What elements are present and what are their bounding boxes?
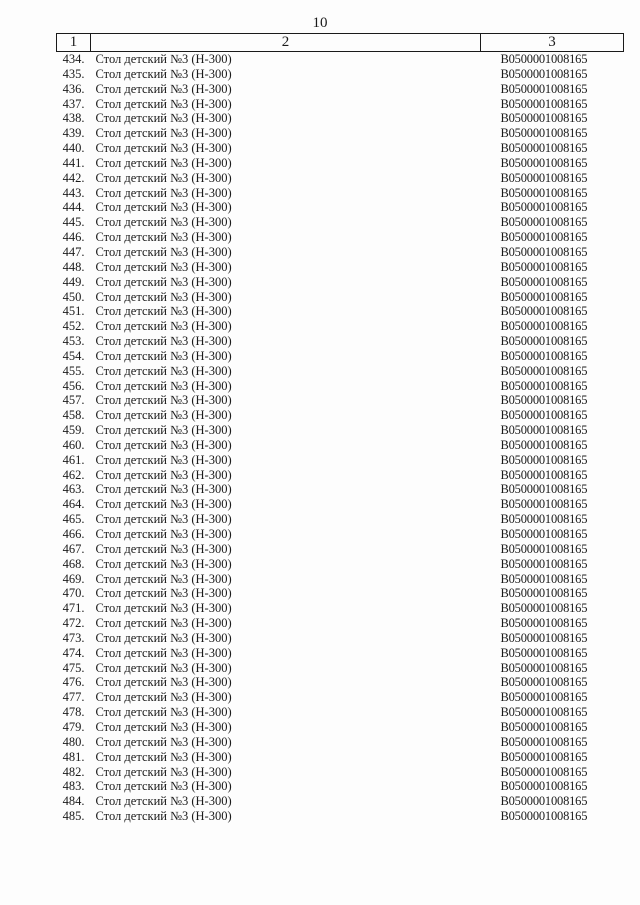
row-number: 468. xyxy=(62,556,85,571)
row-number: 450. xyxy=(62,289,85,304)
row-number: 445. xyxy=(62,215,85,230)
row-number: 436. xyxy=(62,81,85,96)
page-number: 10 xyxy=(312,15,328,31)
table-row xyxy=(57,408,624,423)
inventory-code: В0500001008165 xyxy=(500,630,588,645)
item-name: Стол детский №3 (Н-300) xyxy=(95,304,232,319)
item-name: Стол детский №3 (Н-300) xyxy=(95,96,232,111)
item-name: Стол детский №3 (Н-300) xyxy=(95,334,232,349)
row-number: 471. xyxy=(62,601,85,616)
row-number: 478. xyxy=(62,705,85,720)
row-number: 463. xyxy=(62,482,85,497)
inventory-code: В0500001008165 xyxy=(500,155,588,170)
table-row xyxy=(57,379,624,394)
item-name: Стол детский №3 (Н-300) xyxy=(95,616,232,631)
table-row xyxy=(57,304,624,319)
item-name: Стол детский №3 (Н-300) xyxy=(95,482,232,497)
inventory-code: В0500001008165 xyxy=(500,52,588,66)
table-row xyxy=(57,601,624,616)
table-row xyxy=(57,141,624,156)
row-number: 439. xyxy=(62,126,85,141)
row-number: 456. xyxy=(62,378,85,393)
table-row xyxy=(57,67,624,82)
item-name: Стол детский №3 (Н-300) xyxy=(95,497,232,512)
item-name: Стол детский №3 (Н-300) xyxy=(95,52,232,66)
item-name: Стол детский №3 (Н-300) xyxy=(95,185,232,200)
table-row xyxy=(57,349,624,364)
item-name: Стол детский №3 (Н-300) xyxy=(95,155,232,170)
inventory-code: В0500001008165 xyxy=(500,764,588,779)
table-row xyxy=(57,527,624,542)
item-name: Стол детский №3 (Н-300) xyxy=(95,719,232,734)
row-number: 469. xyxy=(62,571,85,586)
table-row xyxy=(57,690,624,705)
inventory-code: В0500001008165 xyxy=(500,200,588,215)
table-row xyxy=(57,809,624,824)
inventory-code: В0500001008165 xyxy=(500,690,588,705)
table-body xyxy=(57,52,624,824)
inventory-code: В0500001008165 xyxy=(500,81,588,96)
table-row xyxy=(57,646,624,661)
table-row xyxy=(57,171,624,186)
inventory-code: В0500001008165 xyxy=(500,705,588,720)
table-row xyxy=(57,586,624,601)
item-name: Стол детский №3 (Н-300) xyxy=(95,764,232,779)
item-name: Стол детский №3 (Н-300) xyxy=(95,215,232,230)
inventory-code: В0500001008165 xyxy=(500,601,588,616)
item-name: Стол детский №3 (Н-300) xyxy=(95,111,232,126)
table-row xyxy=(57,720,624,735)
item-name: Стол детский №3 (Н-300) xyxy=(95,393,232,408)
inventory-code: В0500001008165 xyxy=(500,66,588,81)
row-number: 452. xyxy=(62,319,85,334)
row-number: 474. xyxy=(62,645,85,660)
item-name: Стол детский №3 (Н-300) xyxy=(95,779,232,794)
table-row xyxy=(57,260,624,275)
table-row xyxy=(57,319,624,334)
table-row xyxy=(57,334,624,349)
inventory-code: В0500001008165 xyxy=(500,734,588,749)
inventory-code: В0500001008165 xyxy=(500,304,588,319)
table-row xyxy=(57,82,624,97)
table-row xyxy=(57,779,624,794)
item-name: Стол детский №3 (Н-300) xyxy=(95,675,232,690)
inventory-code: В0500001008165 xyxy=(500,141,588,156)
row-number: 459. xyxy=(62,423,85,438)
column-header-1: 1 xyxy=(57,34,91,52)
table-row xyxy=(57,542,624,557)
table-row xyxy=(57,423,624,438)
item-name: Стол детский №3 (Н-300) xyxy=(95,601,232,616)
row-number: 440. xyxy=(62,141,85,156)
table-row xyxy=(57,735,624,750)
row-number: 441. xyxy=(62,155,85,170)
row-number: 473. xyxy=(62,630,85,645)
inventory-code: В0500001008165 xyxy=(500,527,588,541)
inventory-code: В0500001008165 xyxy=(500,334,588,349)
inventory-code: В0500001008165 xyxy=(500,571,588,586)
item-name: Стол детский №3 (Н-300) xyxy=(95,81,232,96)
table-row xyxy=(57,438,624,453)
item-name: Стол детский №3 (Н-300) xyxy=(95,556,232,571)
inventory-code: В0500001008165 xyxy=(500,809,588,824)
table-row xyxy=(57,765,624,780)
inventory-table xyxy=(56,33,624,824)
row-number: 461. xyxy=(62,452,85,467)
row-number: 460. xyxy=(62,437,85,452)
item-name: Стол детский №3 (Н-300) xyxy=(95,809,232,824)
inventory-code: В0500001008165 xyxy=(500,244,588,259)
table-row xyxy=(57,364,624,379)
inventory-code: В0500001008165 xyxy=(500,230,588,245)
item-name: Стол детский №3 (Н-300) xyxy=(95,660,232,675)
table-row xyxy=(57,572,624,587)
item-name: Стол детский №3 (Н-300) xyxy=(95,200,232,215)
item-name: Стол детский №3 (Н-300) xyxy=(95,690,232,705)
inventory-code: В0500001008165 xyxy=(500,645,588,660)
row-number: 451. xyxy=(62,304,85,319)
item-name: Стол детский №3 (Н-300) xyxy=(95,274,232,289)
inventory-code: В0500001008165 xyxy=(500,363,588,378)
row-number: 480. xyxy=(62,734,85,749)
table-row xyxy=(57,97,624,112)
inventory-code: В0500001008165 xyxy=(500,497,588,512)
row-number: 483. xyxy=(62,779,85,794)
row-number: 455. xyxy=(62,363,85,378)
row-number: 476. xyxy=(62,675,85,690)
inventory-code: В0500001008165 xyxy=(500,452,588,467)
item-name: Стол детский №3 (Н-300) xyxy=(95,289,232,304)
item-name: Стол детский №3 (Н-300) xyxy=(95,408,232,423)
column-header-2: 2 xyxy=(91,34,481,52)
table-row xyxy=(57,616,624,631)
item-name: Стол детский №3 (Н-300) xyxy=(95,423,232,438)
row-number: 477. xyxy=(62,690,85,705)
inventory-code: В0500001008165 xyxy=(500,616,588,631)
row-number: 472. xyxy=(62,616,85,631)
item-name: Стол детский №3 (Н-300) xyxy=(95,630,232,645)
row-number: 464. xyxy=(62,497,85,512)
table-row xyxy=(57,557,624,572)
inventory-code: В0500001008165 xyxy=(500,319,588,334)
table-row xyxy=(57,230,624,245)
item-name: Стол детский №3 (Н-300) xyxy=(95,363,232,378)
table-row xyxy=(57,661,624,676)
row-number: 479. xyxy=(62,719,85,734)
inventory-code: В0500001008165 xyxy=(500,408,588,423)
row-number: 453. xyxy=(62,334,85,349)
table-row xyxy=(57,156,624,171)
inventory-code: В0500001008165 xyxy=(500,749,588,764)
inventory-code: В0500001008165 xyxy=(500,185,588,200)
inventory-code: В0500001008165 xyxy=(500,467,588,482)
inventory-code: В0500001008165 xyxy=(500,215,588,230)
inventory-code: В0500001008165 xyxy=(500,348,588,363)
row-number: 475. xyxy=(62,660,85,675)
table-row xyxy=(57,393,624,408)
table-row xyxy=(57,52,624,67)
row-number: 465. xyxy=(62,512,85,527)
header-row xyxy=(57,34,624,52)
inventory-code: В0500001008165 xyxy=(500,393,588,408)
inventory-code: В0500001008165 xyxy=(500,259,588,274)
table-header xyxy=(57,34,624,52)
row-number: 448. xyxy=(62,259,85,274)
item-name: Стол детский №3 (Н-300) xyxy=(95,66,232,81)
item-name: Стол детский №3 (Н-300) xyxy=(95,705,232,720)
table-row xyxy=(57,705,624,720)
table-row xyxy=(57,453,624,468)
table-row xyxy=(57,675,624,690)
inventory-code: В0500001008165 xyxy=(500,378,588,393)
row-number: 481. xyxy=(62,749,85,764)
row-number: 437. xyxy=(62,96,85,111)
item-name: Стол детский №3 (Н-300) xyxy=(95,541,232,556)
row-number: 435. xyxy=(62,66,85,81)
row-number: 458. xyxy=(62,408,85,423)
inventory-code: В0500001008165 xyxy=(500,512,588,527)
inventory-code: В0500001008165 xyxy=(500,541,588,556)
item-name: Стол детский №3 (Н-300) xyxy=(95,794,232,809)
row-number: 446. xyxy=(62,230,85,245)
inventory-code: В0500001008165 xyxy=(500,675,588,690)
item-name: Стол детский №3 (Н-300) xyxy=(95,527,232,541)
table-row xyxy=(57,126,624,141)
row-number: 485. xyxy=(62,809,85,824)
item-name: Стол детский №3 (Н-300) xyxy=(95,244,232,259)
item-name: Стол детский №3 (Н-300) xyxy=(95,230,232,245)
row-number: 484. xyxy=(62,794,85,809)
table-row xyxy=(57,468,624,483)
item-name: Стол детский №3 (Н-300) xyxy=(95,126,232,141)
item-name: Стол детский №3 (Н-300) xyxy=(95,645,232,660)
table-row xyxy=(57,111,624,126)
row-number: 434. xyxy=(62,52,85,66)
row-number: 454. xyxy=(62,348,85,363)
inventory-code: В0500001008165 xyxy=(500,556,588,571)
table-row xyxy=(57,290,624,305)
inventory-code: В0500001008165 xyxy=(500,586,588,601)
item-name: Стол детский №3 (Н-300) xyxy=(95,319,232,334)
row-number: 444. xyxy=(62,200,85,215)
table-row xyxy=(57,482,624,497)
inventory-code: В0500001008165 xyxy=(500,111,588,126)
inventory-code: В0500001008165 xyxy=(500,779,588,794)
row-number: 457. xyxy=(62,393,85,408)
item-name: Стол детский №3 (Н-300) xyxy=(95,437,232,452)
row-number: 442. xyxy=(62,170,85,185)
inventory-code: В0500001008165 xyxy=(500,96,588,111)
table-row xyxy=(57,497,624,512)
item-name: Стол детский №3 (Н-300) xyxy=(95,141,232,156)
inventory-code: В0500001008165 xyxy=(500,274,588,289)
inventory-code: В0500001008165 xyxy=(500,126,588,141)
item-name: Стол детский №3 (Н-300) xyxy=(95,170,232,185)
table-row xyxy=(57,512,624,527)
table-row xyxy=(57,186,624,201)
table-row xyxy=(57,245,624,260)
table-row xyxy=(57,200,624,215)
table-row xyxy=(57,275,624,290)
row-number: 462. xyxy=(62,467,85,482)
item-name: Стол детский №3 (Н-300) xyxy=(95,734,232,749)
row-number: 466. xyxy=(62,527,85,541)
item-name: Стол детский №3 (Н-300) xyxy=(95,586,232,601)
row-number: 443. xyxy=(62,185,85,200)
table-row xyxy=(57,215,624,230)
column-header-3: 3 xyxy=(481,34,624,52)
inventory-code: В0500001008165 xyxy=(500,437,588,452)
inventory-code: В0500001008165 xyxy=(500,170,588,185)
item-name: Стол детский №3 (Н-300) xyxy=(95,749,232,764)
row-number: 447. xyxy=(62,244,85,259)
inventory-code: В0500001008165 xyxy=(500,660,588,675)
row-number: 482. xyxy=(62,764,85,779)
item-name: Стол детский №3 (Н-300) xyxy=(95,259,232,274)
item-name: Стол детский №3 (Н-300) xyxy=(95,571,232,586)
row-number: 438. xyxy=(62,111,85,126)
inventory-code: В0500001008165 xyxy=(500,289,588,304)
inventory-code: В0500001008165 xyxy=(500,719,588,734)
item-name: Стол детский №3 (Н-300) xyxy=(95,452,232,467)
inventory-code: В0500001008165 xyxy=(500,482,588,497)
table-row xyxy=(57,794,624,809)
inventory-code: В0500001008165 xyxy=(500,423,588,438)
row-number: 467. xyxy=(62,541,85,556)
inventory-code: В0500001008165 xyxy=(500,794,588,809)
item-name: Стол детский №3 (Н-300) xyxy=(95,378,232,393)
row-number: 470. xyxy=(62,586,85,601)
table-row xyxy=(57,750,624,765)
item-name: Стол детский №3 (Н-300) xyxy=(95,348,232,363)
table-row xyxy=(57,631,624,646)
item-name: Стол детский №3 (Н-300) xyxy=(95,512,232,527)
row-number: 449. xyxy=(62,274,85,289)
item-name: Стол детский №3 (Н-300) xyxy=(95,467,232,482)
